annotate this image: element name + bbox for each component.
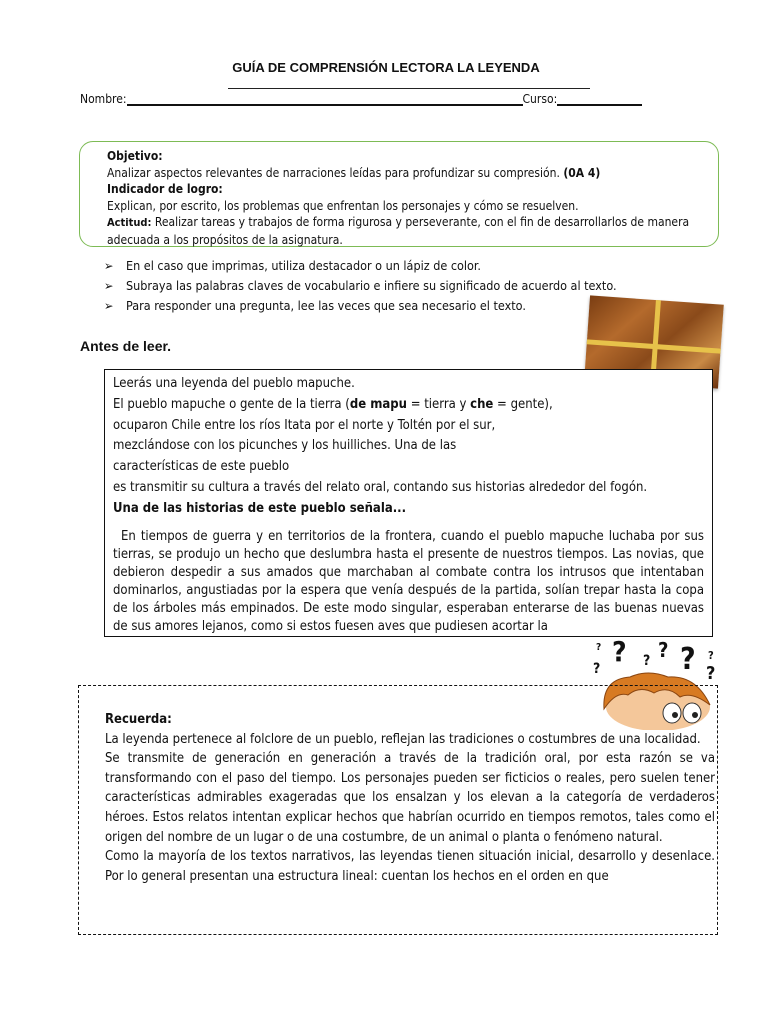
- arrowhead-bullet-icon: ➢: [104, 298, 114, 313]
- reading-box: [104, 369, 713, 637]
- recuerda-paragraph: La leyenda pertenece al folclore de un pueblo, reflejan las tradiciones o costumbres de una localidad.: [105, 731, 701, 747]
- list-item: [104, 256, 617, 276]
- question-mark-icon: ?: [596, 642, 602, 653]
- recuerda-paragraph: Como la mayoría de los textos narrativos, las leyendas tienen situación inicial, desarrollo y desenlace. Por lo general presentan una estructura lineal: cuentan los hechos en el orden en que: [105, 849, 715, 884]
- indicador-text: Explican, por escrito, los problemas que enfrentan los personajes y cómo se resuelven.: [107, 198, 579, 213]
- recuerda-box: [78, 685, 718, 935]
- recuerda-paragraph: Se transmite de generación en generación a través de la tradición oral, por esta razón se va transformando con el paso del tiempo. Los personajes pueden ser ficticios o reales, pero suelen tener características admirables exageradas que los ensalzan y los elevan a la categoría de verdaderos héroes. Estos relatos intentan explicar hechos que habrían ocurrido en tiempos remotos, tales como el origen del nombre de un lugar o de una costumbre, de un animal o planta o fenómeno natural.: [105, 751, 715, 845]
- question-mark-icon: ?: [612, 635, 627, 668]
- list-item-text: Para responder una pregunta, lee las veces que sea necesario el texto.: [126, 298, 526, 313]
- curso-label: Curso:: [522, 92, 558, 106]
- reading-line: mezclándose con los picunches y los huilliches. Una de las: [113, 438, 457, 454]
- arrowhead-bullet-icon: ➢: [104, 278, 114, 293]
- story-paragraph: En tiempos de guerra y en territorios de la frontera, cuando el pueblo mapuche luchaba por sus tierras, se produjo un hecho que deslumbra hasta el presente de nuestros tiempos. Las novias, que debieron despedir a sus amados que marchaban al combate contra los intrusos que intentaban dominarlos, angustiadas por la espera que venía después de la partida, solían trepar hasta la copa de los árboles más empinados. De este modo singular, esperaban enterarse de las buenas nuevas de sus amores lejanos, como si estos fuesen aves que pudiesen acortar la: [113, 528, 704, 634]
- question-mark-icon: ?: [680, 642, 696, 677]
- nombre-field[interactable]: [127, 92, 523, 106]
- actitud-label: Actitud:: [107, 216, 152, 229]
- objetivo-text: Analizar aspectos relevantes de narraciones leídas para profundizar su compresión.: [107, 165, 560, 180]
- reading-line: es transmitir su cultura a través del relato oral, contando sus historias alrededor del fogón.: [113, 479, 648, 495]
- actitud-text: Realizar tareas y trabajos de forma rigurosa y perseverante, con el fin de desarrollarlos de manera adecuada a los propósitos de la asignatura.: [107, 215, 690, 247]
- list-item: [104, 276, 617, 296]
- question-mark-icon: ?: [643, 653, 651, 669]
- indicador-label: Indicador de logro:: [107, 182, 223, 196]
- reading-line: [113, 395, 704, 416]
- list-item: [104, 296, 617, 316]
- page-title: GUÍA DE COMPRENSIÓN LECTORA LA LEYENDA: [232, 60, 540, 75]
- text-span: = gente),: [493, 396, 553, 412]
- curso-field[interactable]: [557, 92, 642, 106]
- question-mark-icon: ?: [708, 649, 714, 662]
- reading-line: Leerás una leyenda del pueblo mapuche.: [113, 376, 355, 391]
- term-mapu: de mapu: [349, 396, 407, 412]
- list-item-text: Subraya las palabras claves de vocabulario e infiere su significado de acuerdo al texto.: [126, 278, 617, 293]
- reading-line: características de este pueblo: [113, 459, 290, 475]
- objective-box: [79, 141, 719, 247]
- objetivo-label: Objetivo:: [107, 149, 163, 163]
- question-mark-icon: ?: [706, 663, 716, 684]
- section-heading: Antes de leer.: [80, 338, 172, 354]
- question-mark-icon: ?: [593, 661, 601, 677]
- text-span: = tierra y: [406, 396, 471, 412]
- title-underline: [228, 88, 590, 89]
- reading-line: ocuparon Chile entre los ríos Itata por el norte y Toltén por el sur,: [113, 417, 496, 433]
- nombre-label: Nombre:: [80, 92, 127, 106]
- question-mark-icon: ?: [658, 638, 669, 662]
- objetivo-code: (0A 4): [563, 165, 601, 180]
- reading-line: Una de las historias de este pueblo señala...: [113, 500, 407, 516]
- term-che: che: [470, 396, 494, 412]
- arrowhead-bullet-icon: ➢: [104, 258, 114, 273]
- name-course-row: [80, 92, 642, 106]
- recuerda-label: Recuerda:: [105, 712, 172, 727]
- text-span: El pueblo mapuche o gente de la tierra (: [113, 396, 350, 412]
- instructions-list: [104, 256, 617, 316]
- list-item-text: En el caso que imprimas, utiliza destacador o un lápiz de color.: [126, 258, 481, 273]
